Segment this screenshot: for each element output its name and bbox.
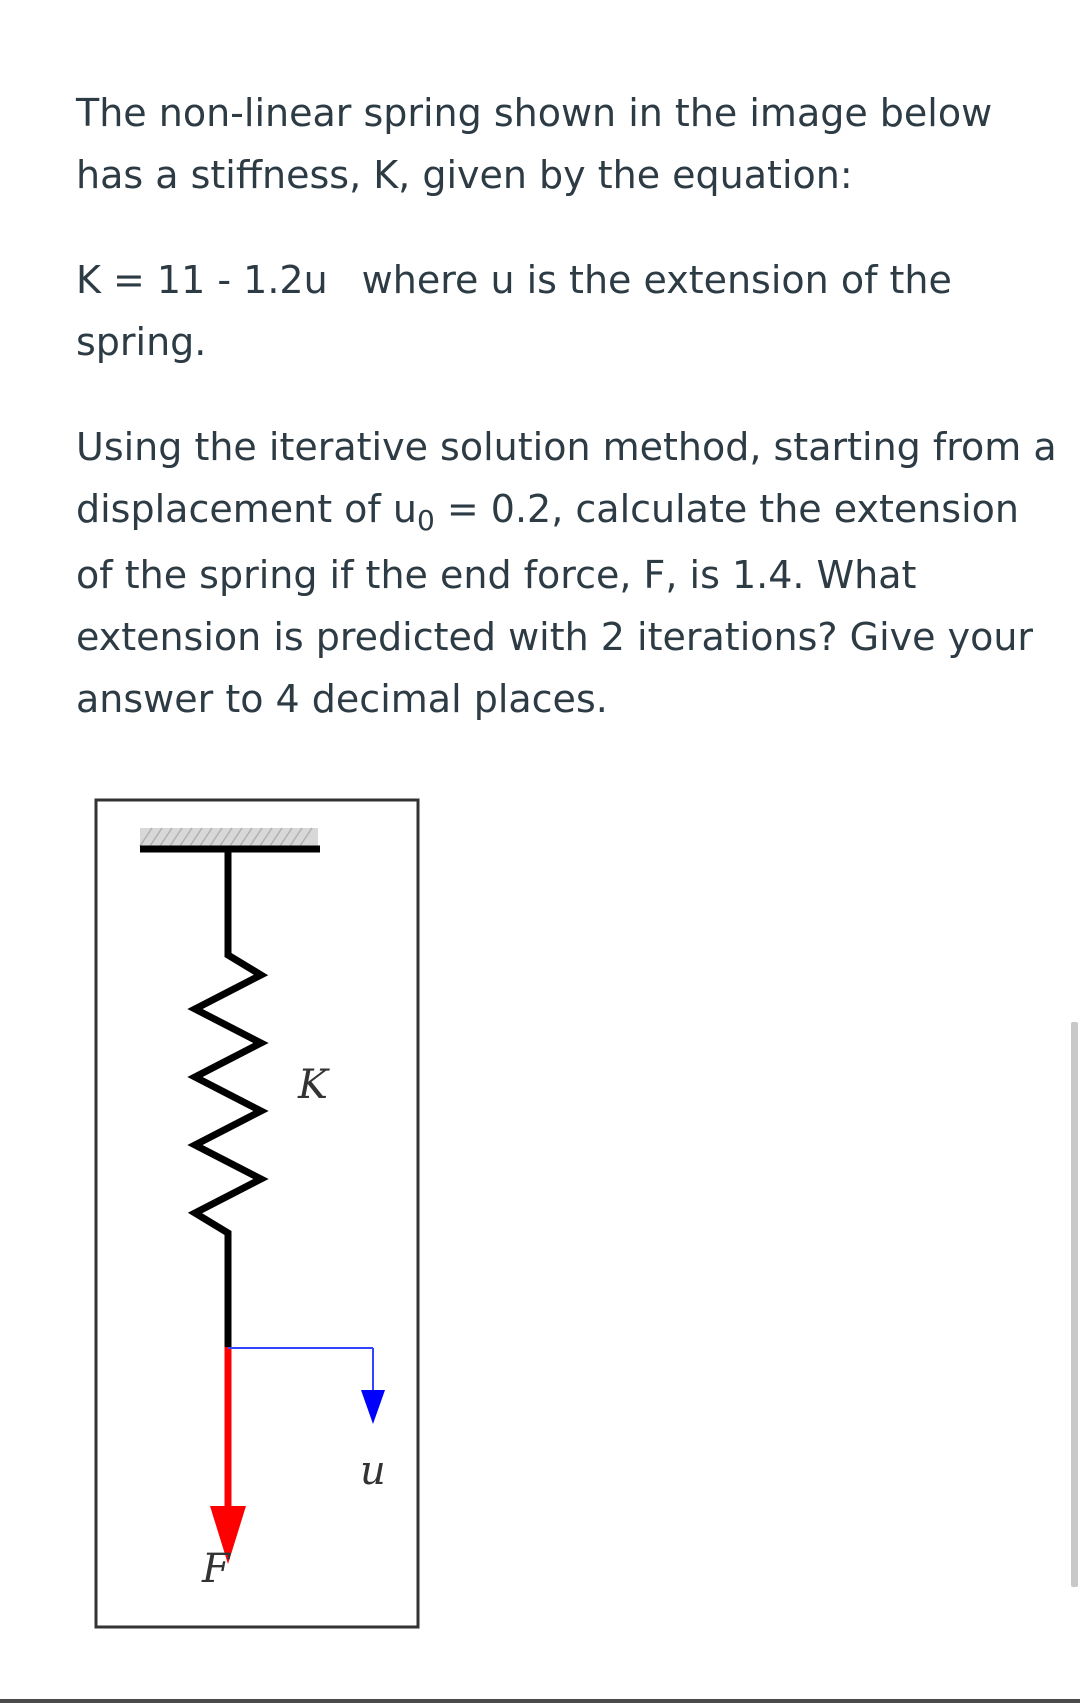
diagram-frame: [96, 800, 418, 1627]
initial-displacement-subscript: 0: [416, 504, 435, 537]
question-paragraph-intro: The non-linear spring shown in the image below has a stiffness, K, given by the equation:: [76, 91, 993, 197]
stiffness-equation: K = 11 - 1.2u: [76, 258, 328, 302]
stiffness-label: K: [298, 1062, 328, 1108]
displacement-label: u: [360, 1448, 386, 1494]
vertical-scrollbar[interactable]: [1071, 1022, 1078, 1587]
question-paragraph-task: [76, 416, 1066, 730]
fixed-support-hatch: [140, 828, 318, 846]
task-text-start: Using the iterative solution method, starting from a displacement of u: [76, 425, 1057, 531]
task-text-end: = 0.2, calculate the extension of the spring if the end force, F, is 1.4. What extension is predicted with 2 iterations? Give your answer to 4 decimal places.: [76, 487, 1034, 721]
bottom-divider: [0, 1699, 1080, 1703]
equation-note: where u is the extension of the: [361, 258, 952, 302]
equation-note-end: spring.: [76, 320, 207, 364]
question-equation-line: [76, 249, 1066, 373]
force-label: F: [202, 1546, 230, 1592]
spring-diagram: [94, 798, 420, 1630]
question-text: [76, 82, 1066, 730]
